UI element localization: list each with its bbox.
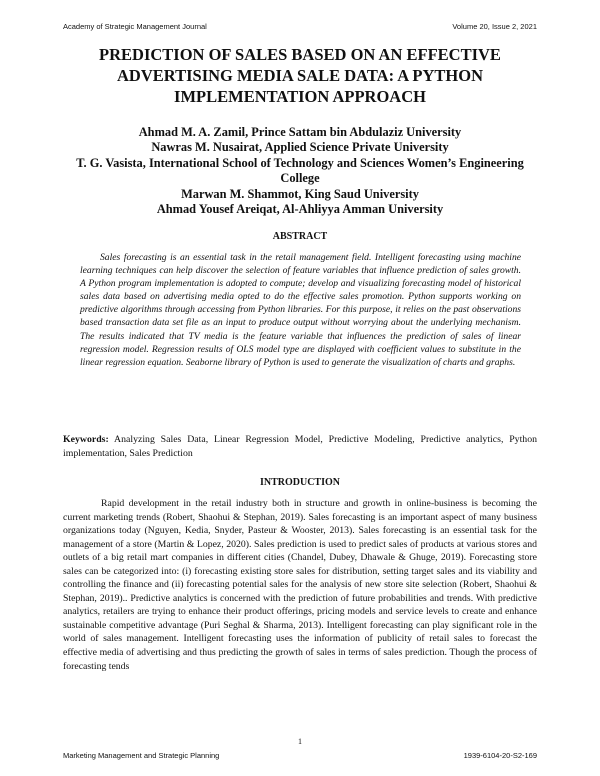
abstract-body: Sales forecasting is an essential task in the retail management field. Intelligent forecasting using machine learning techniques can help discover the selection of feature variables that influence prediction of sales growth. A Python program implementation is adopted to compute; develop and visualizing forecasting model of historical sales data based on advertising media opted to do the effective sales promotion. Python supports working on predictive algorithms through accessing from Python libraries. For this purpose, it relies on the past observations based transaction data set file as an input to produce output without worrying about the underlying mechanism. The results indicated that TV media is the feature variable that influences the prediction of sales of linear regression model. Regression results of OLS model type are displayed with coefficient values to substitute in the linear regression equation. Seaborne library of Python is used to generate the visualization of charts and graphs. bbox=[80, 252, 521, 368]
header-journal: Academy of Strategic Management Journal bbox=[63, 22, 207, 31]
footer-journal: Marketing Management and Strategic Planning bbox=[63, 751, 220, 760]
keywords-paragraph bbox=[63, 433, 537, 461]
author-line: T. G. Vasista, International School of Technology and Sciences Women’s Engineering College bbox=[76, 155, 524, 186]
introduction-body: Rapid development in the retail industry both in structure and growth in online-business is becoming the current marketing trends (Robert, Shaohui & Stephan, 2019). Sales forecasting is an important aspect of many business organizations today (Nguyen, Kedia, Snyder, Pasteur & Wooster, 2013). Sales forecasting is an essential task for the management of a store (Martin & Lopez, 2020). Sales prediction is used to predict sales of products at various stores and outlets of a big retail mart companies in different cities (Chandel, Dubey, Dhawale & Ghuge, 2019). Forecasting store sales can be categorized into: (i) forecasting existing store sales for distribution, setting target sales and its viability and controlling the finance and (ii) forecasting potential sales for the analysis of new store site selection (Robert, Shaohui & Stephan, 2019).. Predictive analytics is concerned with the prediction of future probabilities and trends. With predictive analytics, retailers are trying to enhance their product offerings, pricing models and service levels to create and enhance sustainable competitive advantage (Puri Seghal & Sharma, 2013). Intelligent forecasting can play significant role in the world of sales management. Intelligent forecasting uses the information of publicity of retail sales to forecast the effective media of advertising and thus predicting the growth of sales in terms of sales prediction. Though the process of forecasting tends bbox=[63, 498, 537, 672]
footer-code: 1939-6104-20-S2-169 bbox=[463, 751, 537, 760]
title-line: PREDICTION OF SALES BASED ON AN EFFECTIVE bbox=[99, 45, 501, 64]
paper-title bbox=[80, 44, 520, 107]
title-line: IMPLEMENTATION APPROACH bbox=[174, 87, 426, 106]
author-line: Marwan M. Shammot, King Saud University bbox=[181, 186, 419, 201]
page-number: 1 bbox=[298, 737, 302, 746]
title-line: ADVERTISING MEDIA SALE DATA: A PYTHON bbox=[117, 66, 483, 85]
introduction-heading: INTRODUCTION bbox=[259, 477, 340, 488]
keywords-text: Analyzing Sales Data, Linear Regression Model, Predictive Modeling, Predictive analytics, Python implementation, Sales Prediction bbox=[63, 434, 537, 459]
header-volume: Volume 20, Issue 2, 2021 bbox=[452, 22, 537, 31]
author-line: Ahmad Yousef Areiqat, Al-Ahliyya Amman University bbox=[156, 202, 444, 217]
running-header bbox=[63, 22, 537, 31]
keywords-label: Keywords: bbox=[63, 434, 109, 445]
author-line: Nawras M. Nusairat, Applied Science Private University bbox=[151, 140, 449, 155]
running-footer bbox=[63, 751, 537, 760]
abstract-heading: ABSTRACT bbox=[272, 231, 328, 242]
author-line: Ahmad M. A. Zamil, Prince Sattam bin Abdulaziz University bbox=[138, 125, 462, 139]
author-list bbox=[70, 125, 530, 217]
